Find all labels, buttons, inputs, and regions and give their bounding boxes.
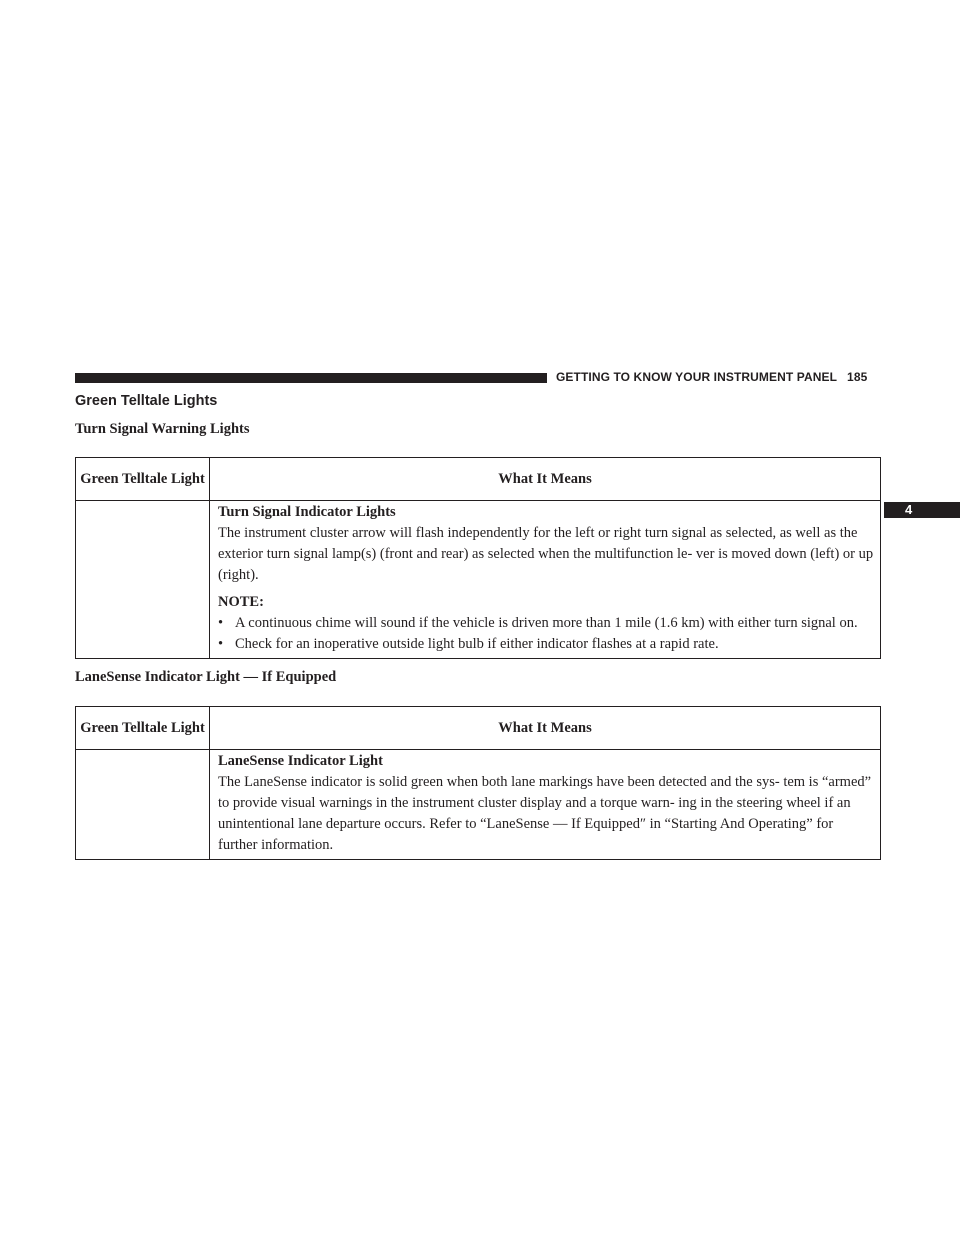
row-body: The instrument cluster arrow will flash independently for the left or right turn signal as selected, as well as the exterior turn signal lamp(s) (front and rear) as selected when the multifunction le- ver is moved down (left) or up (right). bbox=[218, 525, 874, 583]
bullet-icon: • bbox=[218, 636, 224, 652]
telltale-icon-cell bbox=[76, 501, 210, 659]
col-header-meaning bbox=[210, 458, 881, 501]
turn-signal-heading: Turn Signal Warning Lights bbox=[75, 421, 250, 437]
bullet-text: Check for an inoperative outside light bulb if either indicator flashes at a rapid rate. bbox=[235, 636, 719, 652]
table-header-row bbox=[76, 707, 881, 750]
header-title: GETTING TO KNOW YOUR INSTRUMENT PANEL bbox=[556, 370, 838, 384]
col-header-meaning-text: What It Means bbox=[498, 470, 592, 487]
chapter-tab bbox=[884, 502, 960, 518]
col-header-telltale: Green Telltale Light bbox=[76, 458, 210, 501]
note-list bbox=[218, 613, 876, 655]
table-row bbox=[76, 750, 881, 860]
list-item bbox=[218, 613, 876, 634]
row-title: LaneSense Indicator Light bbox=[218, 753, 383, 769]
section-title: Green Telltale Lights bbox=[75, 393, 218, 409]
header-rule bbox=[75, 373, 547, 383]
bullet-text: A continuous chime will sound if the vehicle is driven more than 1 mile (1.6 km) with either turn signal on. bbox=[235, 615, 858, 631]
running-header bbox=[556, 370, 880, 384]
meaning-cell bbox=[210, 501, 881, 659]
table-row bbox=[76, 501, 881, 659]
chapter-number: 4 bbox=[905, 502, 913, 517]
list-item bbox=[218, 634, 876, 655]
bullet-icon: • bbox=[218, 615, 224, 631]
turn-signal-table bbox=[75, 457, 881, 659]
telltale-icon-cell bbox=[76, 750, 210, 860]
lanesense-heading: LaneSense Indicator Light — If Equipped bbox=[75, 669, 337, 685]
row-body: The LaneSense indicator is solid green when both lane markings have been detected and the sys- tem is “armed” to provide visual warnings in the instrument cluster display and a torque warn- ing in the steering wheel if an unintentional lane departure occurs. Refer to “LaneSense — If Equipped″ in “Starting And Operating” for further information. bbox=[218, 774, 872, 853]
lanesense-table bbox=[75, 706, 881, 860]
col-header-telltale: Green Telltale Light bbox=[76, 707, 210, 750]
page-number: 185 bbox=[847, 370, 868, 384]
row-title: Turn Signal Indicator Lights bbox=[218, 504, 396, 520]
note-label: NOTE: bbox=[218, 594, 264, 610]
table-header-row bbox=[76, 458, 881, 501]
meaning-cell bbox=[210, 750, 881, 860]
col-header-meaning bbox=[210, 707, 881, 750]
col-header-meaning-text: What It Means bbox=[498, 719, 592, 736]
